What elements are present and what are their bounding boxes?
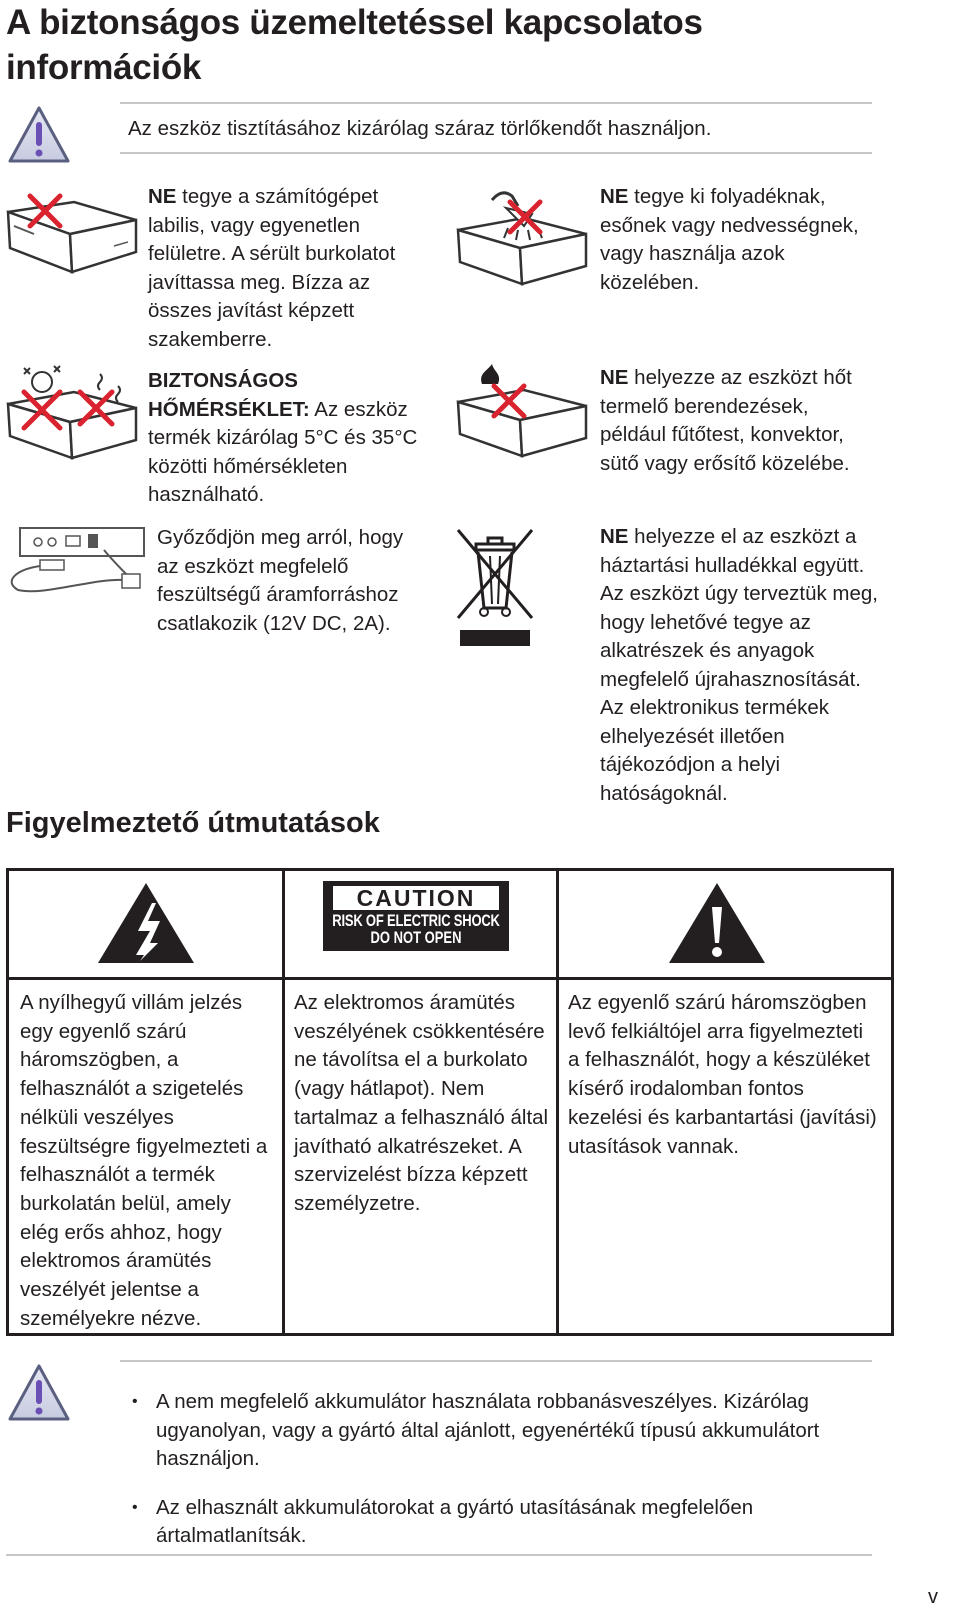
disposal-text: NE helyezze el az eszközt a háztartási hulladékkal együtt. Az eszközt úgy terveztük meg, hogy lehetővé tegye az alkatrészek és anyagok megfelelő újrahasznosítását. Az elektronikus termékek elhelyezését illetően tájékozódjon a helyi hatóságoknál. <box>600 525 879 805</box>
temperature-text: BIZTONSÁGOS HŐMÉRSÉKLET: Az eszköz termék kizárólag 5°C és 35°C közötti hőmérsékleten használható. <box>148 369 418 506</box>
caution-line: DO NOT OPEN <box>370 928 462 947</box>
warning-triangle-icon <box>6 1362 72 1424</box>
warning-text: A nyílhegyű villám jelzés egy egyenlő szárú háromszögben, a felhasználót a szigetelés nélküli veszélyes feszültségre figyelmezteti a felhasználót a termék burkolatán belül, amely elég erős ahhoz, hogy elektromos áramütés veszélyét jelentse a személyekre nézve. <box>20 991 268 1330</box>
divider <box>6 1554 872 1556</box>
page-number: v <box>928 1586 938 1608</box>
table-divider <box>9 977 891 980</box>
cleaning-note: Az eszköz tisztításához kizárólag száraz törlőkendőt használjon. <box>128 117 712 140</box>
caution-label <box>323 881 509 951</box>
crossed-bin-icon <box>454 526 536 648</box>
warning-text: Az elektromos áramütés veszélyének csökkentésére ne távolítsa el a burkolato (vagy hátlapot). Nem tartalmaz a felhasználó által javítható alkatrészeket. A szervizelést bízza képzett személyzetre. <box>294 991 549 1215</box>
stable-surface-text: NE tegye a számítógépet labilis, vagy egyenetlen felületre. A sérült burkolatot javíttassa meg. Bízza az összes javítást képzett szakemberre. <box>148 185 396 351</box>
caution-title: CAUTION <box>333 886 499 910</box>
divider <box>120 152 872 154</box>
page-title: A biztonságos üzemeltetéssel kapcsolatos információk <box>6 3 703 87</box>
device-unstable-surface-illustration <box>4 190 140 280</box>
heat-text: NE helyezze az eszközt hőt termelő berendezések, például fűtőtest, konvektor, sütő vagy erősítő közelébe. <box>600 366 852 475</box>
power-text: Győződjön meg arról, hogy az eszközt megfelelő feszültségű áramforráshoz csatlakozik (12V DC, 2A). <box>157 526 404 635</box>
warnings-table <box>6 868 894 1336</box>
liquids-text: NE tegye ki folyadéknak, esőnek vagy nedvességnek, vagy használja azok közelében. <box>600 185 859 294</box>
warning-triangle-icon <box>6 104 72 166</box>
device-liquids-illustration <box>452 186 592 286</box>
warning-cell <box>9 871 285 1333</box>
lightning-triangle-icon <box>96 881 196 965</box>
warning-cell <box>559 871 891 1333</box>
list-item: • A nem megfelelő akkumulátor használata robbanásveszélyes. Kizárólag ugyanolyan, vagy a gyártó által ajánlott, egyenértékű típusú akkumulátort használjon. <box>132 1388 892 1474</box>
warning-text: Az egyenlő szárú háromszögben levő felkiáltójel arra figyelmezteti a felhasználót, hogy a készüléket kísérő irodalomban fontos kezelési és karbantartási (javítási) utasítások vannak. <box>568 991 877 1158</box>
caution-line: RISK OF ELECTRIC SHOCK <box>332 911 500 930</box>
list-item: • Az elhasznált akkumulátorokat a gyártó utasításának megfelelően ártalmatlanítsák. <box>132 1494 892 1551</box>
power-adapter-illustration <box>4 522 152 598</box>
divider <box>120 1360 872 1362</box>
warnings-heading: Figyelmeztető útmutatások <box>6 807 380 839</box>
battery-warnings <box>132 1388 892 1571</box>
device-heat-illustration <box>452 362 592 458</box>
divider <box>120 102 872 104</box>
warning-cell <box>285 871 559 1333</box>
exclamation-triangle-icon <box>667 881 767 965</box>
temperature-illustration <box>4 362 140 462</box>
